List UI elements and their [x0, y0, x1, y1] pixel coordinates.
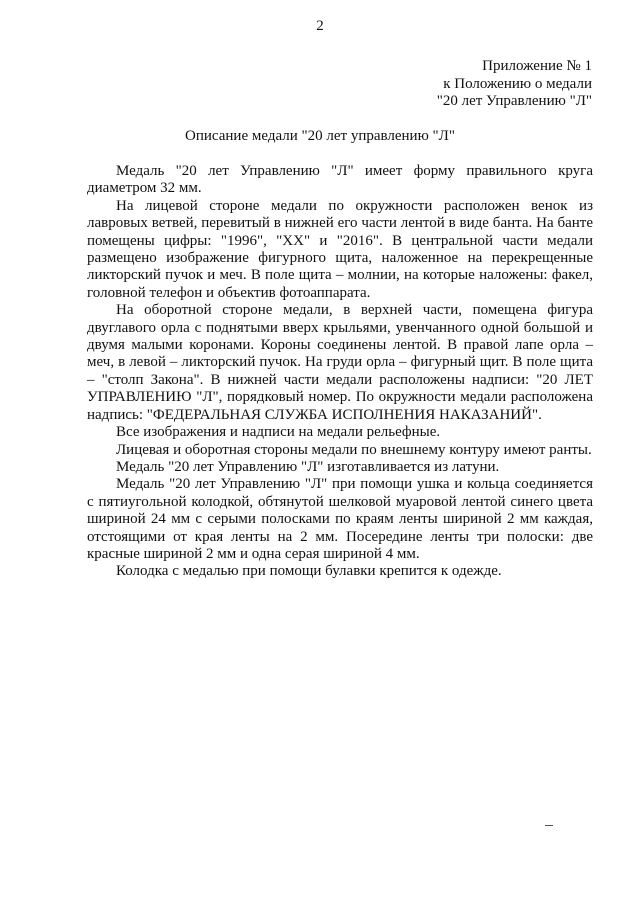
paragraph-ribbon: Медаль "20 лет Управлению "Л" при помощи ушка и кольца соединяется с пятиугольной колодкой, обтянутой шелковой муаровой лентой синего цвета шириной 24 мм с серыми полосками по краям ленты шириной 2 мм каждая, отстоящими от края ленты на 2 мм. Посередине ленты три полоски: две красные шириной 2 мм и одна серая шириной 4 мм.: [87, 476, 593, 562]
paragraph-material: Медаль "20 лет Управлению "Л" изготавливается из латуни.: [116, 458, 500, 475]
appendix-line-2: к Положению о медали: [443, 75, 592, 92]
paragraph-diameter: Медаль "20 лет Управлению "Л" имеет форму правильного круга диаметром 32 мм.: [87, 163, 593, 197]
page-number: 2: [316, 18, 324, 34]
appendix-line-1: Приложение № 1: [482, 58, 592, 74]
appendix-line-3: "20 лет Управлению "Л": [436, 93, 592, 109]
paragraph-obverse: На лицевой стороне медали по окружности расположен венок из лавровых ветвей, перевитый в нижней его части лентой в виде банта. На банте помещены цифры: "1996", "XX" и "2016". В центральной части медали размещено изображение фигурного щита, наложенное на перекрещенные ликторский пучок и меч. В поле щита – молнии, на которые наложены: факел, головной телефон и объектив фотоаппарата.: [87, 197, 593, 301]
document-body: [87, 163, 593, 581]
document-title: Описание медали "20 лет управлению "Л": [185, 128, 455, 144]
paragraph-fastening: Колодка с медалью при помощи булавки крепится к одежде.: [116, 563, 502, 580]
scan-mark: [545, 825, 553, 826]
paragraph-rims: Лицевая и оборотная стороны медали по внешнему контуру имеют ранты.: [116, 441, 592, 458]
paragraph-relief: Все изображения и надписи на медали рельефные.: [116, 424, 441, 441]
appendix-header: [437, 58, 592, 111]
paragraph-reverse: На оборотной стороне медали, в верхней части, помещена фигура двуглавого орла с поднятыми вверх крыльями, увенчанного одной большой и двумя малыми коронами. Короны соединены лентой. В правой лапе орла – меч, в левой – ликторский пучок. На груди орла – фигурный щит. В поле щита – "столп Закона". В нижней части медали расположены надписи: "20 ЛЕТ УПРАВЛЕНИЮ "Л", порядковый номер. По окружности медали расположена надпись: "ФЕДЕРАЛЬНАЯ СЛУЖБА ИСПОЛНЕНИЯ НАКАЗАНИЙ".: [87, 302, 593, 423]
